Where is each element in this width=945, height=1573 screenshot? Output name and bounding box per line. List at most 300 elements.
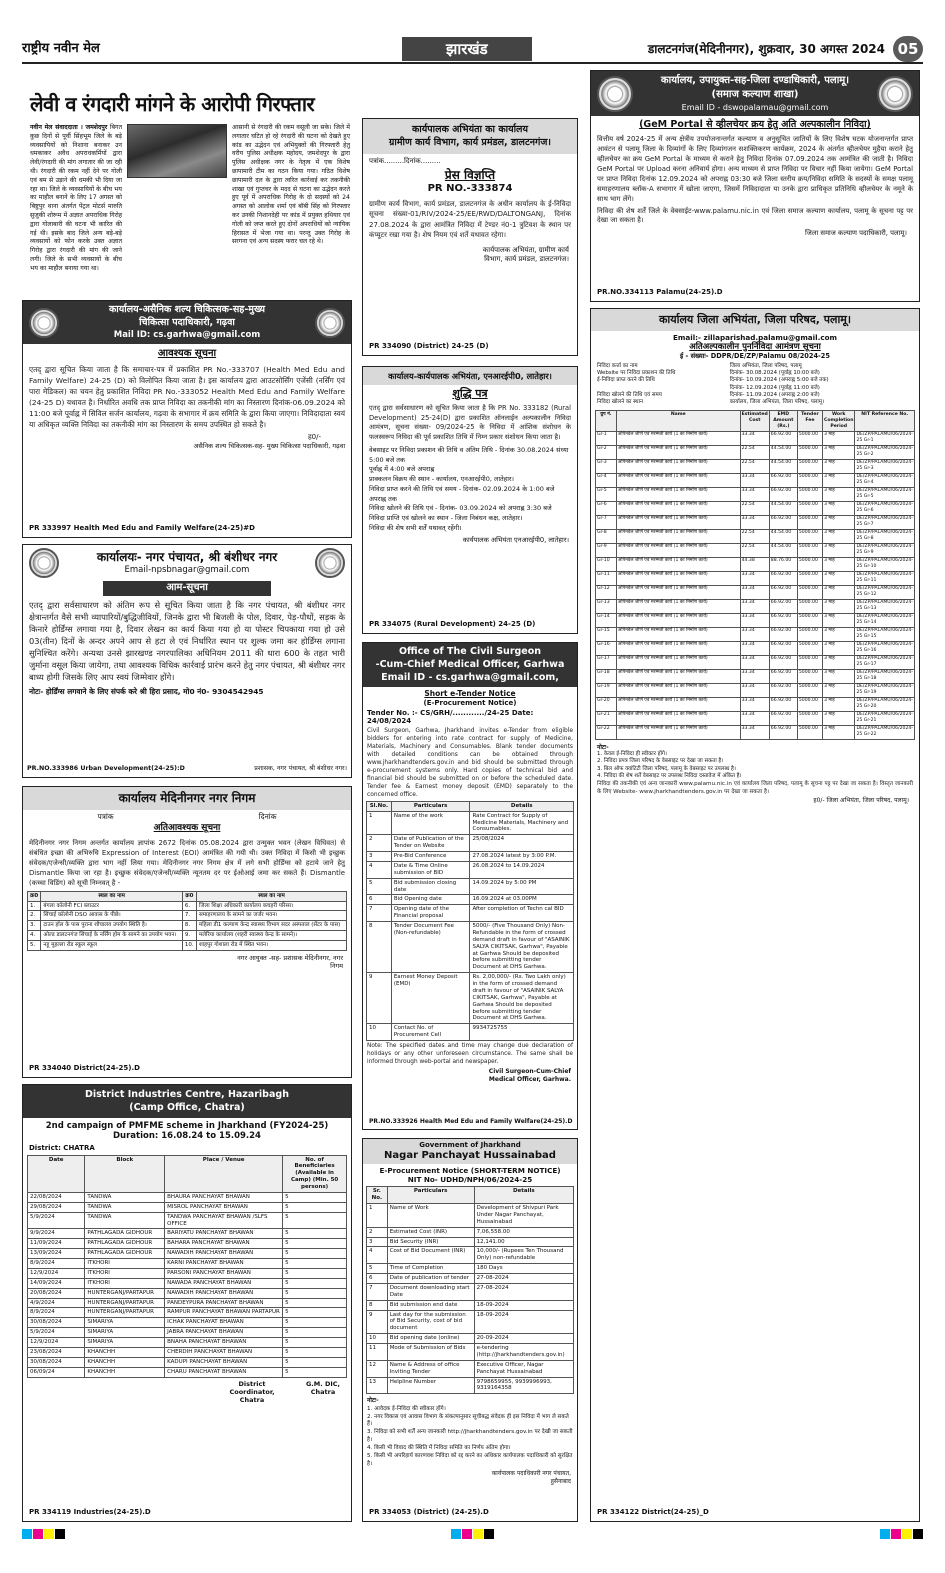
- table-cell: Name of the work: [391, 811, 470, 835]
- dc-pr: PR.NO.334113 Palamu(24-25).D: [597, 288, 723, 297]
- table-cell: CHARU PANCHAYAT BHAWAN: [165, 1367, 283, 1377]
- table-cell: Tender Document Fee (Non-refundable): [391, 922, 470, 973]
- work-cell: ओपेनवेल जीर्ण एवं मरम्मती कार्य (1 का निर्माण कार्य): [616, 655, 740, 669]
- hus-table: [366, 1186, 574, 1394]
- table-cell: After completion of Techn cal BID: [470, 905, 574, 922]
- table-header: Date: [28, 1155, 85, 1192]
- list-item: 2. निविदा प्रपत्र जिला परिषद के वेबसाइट पर देखा जा सकता है।: [597, 758, 724, 765]
- latehar-sign: कार्यपालक अभियंता एनआरईपी0, लातेहार।: [462, 535, 569, 544]
- emd-cell: 66.92.00: [769, 585, 797, 599]
- period-cell: 3 माह: [822, 459, 854, 473]
- emblem-icon: [315, 548, 345, 578]
- table-cell: KHANCHH: [85, 1347, 165, 1357]
- rwd-pr-no: PR NO.-333874: [427, 183, 513, 195]
- table-cell: सिंचाई कॉलोनी DSO आवास के पीछे।: [41, 911, 183, 921]
- fee-cell: 5000.00: [797, 599, 822, 613]
- rwd-notice: [362, 118, 578, 356]
- list-item: 1. आवेदक ई-निविदा की स्वीकार होंगे।: [367, 1405, 446, 1412]
- table-cell: 5/9/2024: [28, 1328, 85, 1338]
- table-cell: TANDWA: [85, 1202, 165, 1212]
- table-cell: Time of Completion: [387, 1264, 474, 1274]
- bansidhar-note: नोटः- होर्डिंग्स लगवाने के लिए संपर्क करे श्री हिरा प्रसाद, मो0 नं0- 9304542945: [29, 686, 264, 696]
- zp-notes-title: नोटः-: [597, 743, 609, 751]
- cost-cell: 22.54: [740, 543, 769, 557]
- work-cell: ओपेनवेल जीर्ण एवं मरम्मती कार्य (1 का निर्माण कार्य): [616, 669, 740, 683]
- bansidhar-email: Email-npsbnagar@gmail.com: [124, 565, 250, 576]
- garhwa-sign-title: असैनिक शल्य चिकित्सक-सह- मुख्य चिकित्सा पदाधिकारी, गढ़वा: [193, 442, 345, 450]
- table-cell: 27-08-2024: [474, 1274, 573, 1284]
- list-item: 4. निविदा की शेष शर्तें वेबसाइट पर उपलब्ध निविदा दस्तावेज में अंकित है।: [597, 772, 742, 779]
- rwd-body: ग्रामीण कार्य विभाग, कार्य प्रमंडल, डालटनगंज के अधीन कार्यालय के ई-निविदा सूचना संख्या-01/RIV/2024-25/EE/RWD/DALTONGANJ, दिनांक 27.08.2024 के द्वारा आमंत्रित निविदा में टेण्डर नं0-1 त्रुटिवश के स्थान पर कंप्यूटर रखा गया है। शेष नियम एवं शर्ते यथावत रहेगा।: [369, 199, 571, 240]
- info-label: ई-निविदा प्राप्त करने की तिथि: [597, 377, 655, 384]
- table-cell: 7: [367, 905, 392, 922]
- zp-notice-no: ई - संख्याः- DDPR/DE/ZP/Palamu 08/2024-25: [680, 352, 830, 361]
- industries-subtitle: 2nd campaign of PMFME scheme in Jharkhand (FY2024-25): [45, 1120, 329, 1131]
- info-row: [597, 363, 913, 370]
- table-header: Block: [85, 1155, 165, 1192]
- emd-cell: 66.92.00: [769, 683, 797, 697]
- emd-cell: 66.92.00: [769, 515, 797, 529]
- cs-pr: PR.NO.333926 Health Med Edu and Family Welfare(24-25).D: [369, 1117, 573, 1125]
- table-cell: PATHLAGADA GIDHOUR: [85, 1229, 165, 1239]
- emblem-icon: [29, 548, 59, 578]
- group-cell: Gr-5: [596, 487, 617, 501]
- table-cell: RAMPUR PANCHAYAT BHAWAN PARTAPUR: [165, 1308, 283, 1318]
- group-cell: Gr-7: [596, 515, 617, 529]
- garhwa-pr: PR 333997 Health Med Edu and Family Welfare(24-25)#D: [29, 524, 255, 533]
- emd-cell: 44.54.00: [769, 501, 797, 515]
- ref-cell: DE/ZP/PALAMU/06/2024-25 Gr-21: [855, 711, 915, 725]
- cost-cell: 33.34: [740, 585, 769, 599]
- table-cell: 11: [367, 1344, 388, 1361]
- table-cell: 12/9/2024: [28, 1338, 85, 1348]
- table-cell: 4/9/2024: [28, 1298, 85, 1308]
- table-cell: 4.: [28, 931, 41, 941]
- rwd-sign: कार्यपालक अभियंता, ग्रामीण कार्य विभाग, कार्य प्रमंडल, डालटनगंज।: [482, 245, 569, 263]
- table-cell: ITKHORI: [85, 1268, 165, 1278]
- table-cell: 25/08/2024: [470, 835, 574, 852]
- table-cell: 20-09-2024: [474, 1334, 573, 1344]
- table-row: [596, 669, 915, 683]
- list-item: 3. निविदा को सभी शर्तें अन्य जानकारी http://jharkhandtenders.gov.in पर देखी जा सकती है।: [367, 1429, 573, 1444]
- dc-heading: (GeM Portal से व्हीलचेयर क्रय हेतु अति अल्पकालीन निविदा): [639, 119, 871, 131]
- fee-cell: 5000.00: [797, 431, 822, 445]
- cost-cell: 33.34: [740, 473, 769, 487]
- fee-cell: 5000.00: [797, 529, 822, 543]
- paper-name: राष्ट्रीय नवीन मेल: [22, 40, 100, 56]
- period-cell: 3 माह: [822, 697, 854, 711]
- bansidhar-pr: PR.NO.333986 Urban Development(24-25):D: [27, 765, 185, 773]
- period-cell: 3 माह: [822, 641, 854, 655]
- cost-cell: 33.34: [740, 669, 769, 683]
- table-cell: 5: [367, 878, 392, 895]
- table-cell: 6: [367, 1274, 388, 1284]
- table-cell: Pre-Bid Conference: [391, 852, 470, 862]
- period-cell: 3 माह: [822, 711, 854, 725]
- ref-cell: DE/ZP/PALAMU/06/2024-25 Gr-22: [855, 725, 915, 739]
- bansidhar-sign: प्रशासक, नगर पंचायत, श्री बंशीधर नगर।: [254, 765, 347, 773]
- ref-cell: DE/ZP/PALAMU/06/2024-25 Gr-16: [855, 641, 915, 655]
- ref-cell: DE/ZP/PALAMU/06/2024-25 Gr-5: [855, 487, 915, 501]
- group-cell: Gr-17: [596, 655, 617, 669]
- period-cell: 3 माह: [822, 501, 854, 515]
- table-cell: KARNI PANCHAYAT BHAWAN: [165, 1259, 283, 1269]
- work-cell: ओपेनवेल जीर्ण एवं मरम्मती कार्य (1 का निर्माण कार्य): [616, 613, 740, 627]
- table-cell: NAWADIH PANCHAYAT BHAWAN: [165, 1249, 283, 1259]
- table-cell: शाहपुर गोशाला रोड में स्थित भवन।: [197, 941, 347, 951]
- table-row: [596, 599, 915, 613]
- table-cell: Estimated Cost (INR): [387, 1227, 474, 1237]
- table-cell: Executive Officer, Nagar Panchayat Hussainabad: [474, 1360, 573, 1377]
- table-cell: 1.: [28, 901, 41, 911]
- table-cell: Rate Contract for Supply of Medicine Materials, Machinery and Consumables.: [470, 811, 574, 835]
- cost-cell: 33.34: [740, 725, 769, 739]
- medininagar-table: [27, 891, 347, 951]
- period-cell: 3 माह: [822, 655, 854, 669]
- table-header: क्र0: [182, 891, 196, 901]
- dateline: डालटनगंज(मेदिनीनगर), शुक्रवार, 30 अगस्त 2024: [647, 41, 885, 56]
- cost-cell: 33.34: [740, 599, 769, 613]
- ref-cell: DE/ZP/PALAMU/06/2024-25 Gr-15: [855, 627, 915, 641]
- medininagar-notice: [22, 786, 352, 1078]
- table-header: Details: [474, 1187, 573, 1204]
- table-cell: PATHLAGADA GIDHOUR: [85, 1239, 165, 1249]
- table-cell: 9798659955, 9939996993, 9319164358: [474, 1377, 573, 1394]
- table-row: [28, 1318, 347, 1328]
- table-cell: 8.: [182, 921, 196, 931]
- table-cell: 29/08/2024: [28, 1202, 85, 1212]
- latehar-notice: [362, 366, 578, 634]
- group-cell: Gr-1: [596, 431, 617, 445]
- emd-cell: 66.92.00: [769, 431, 797, 445]
- emd-cell: 66.92.00: [769, 697, 797, 711]
- table-header: Particulars: [391, 801, 470, 811]
- emd-cell: 44.54.00: [769, 445, 797, 459]
- garhwa-title-1: कार्यालय-असैनिक शल्य चिकित्सक-सह-मुख्य: [108, 304, 266, 315]
- medininagar-pr: PR 334040 District(24-25).D: [29, 1064, 140, 1073]
- table-cell: 23/08/2024: [28, 1347, 85, 1357]
- fee-cell: 5000.00: [797, 683, 822, 697]
- masthead: [22, 36, 923, 64]
- list-item: 1. केवल ई-निविदा ही स्वीकार होंगे।: [597, 751, 667, 758]
- emd-cell: 44.54.00: [769, 543, 797, 557]
- work-cell: ओपेनवेल जीर्ण एवं मरम्मती कार्य (1 का निर्माण कार्य): [616, 683, 740, 697]
- work-cell: ओपेनवेल जीर्ण एवं मरम्मती कार्य (1 का निर्माण कार्य): [616, 627, 740, 641]
- period-cell: 3 माह: [822, 725, 854, 739]
- ref-cell: DE/ZP/PALAMU/06/2024-25 Gr-8: [855, 529, 915, 543]
- fee-cell: 5000.00: [797, 557, 822, 571]
- print-registration-bar: [22, 1529, 923, 1539]
- table-cell: SIMARIYA: [85, 1318, 165, 1328]
- period-cell: 3 माह: [822, 515, 854, 529]
- rwd-pr: PR 334090 (District) 24-25 (D): [369, 342, 489, 351]
- cs-intro: Civil Surgeon, Garhwa, Jharkhand invites e-Tender from eligible bidders for entering into rate contract for supply of Medicine, Materials, Machinery and Consumables. Blank tender documents with detailed conditions can be obtained through www.jharkhandtenders.gov.in and bid should be submitted through e-procurement systems only. Hard copies of technical bid and financial bid should be submitted on or before the scheduled date. Tender fee & Earnest money deposit (EMD) separately to the concerned office.: [367, 728, 573, 798]
- table-row: [28, 1308, 347, 1318]
- cost-cell: 44.38: [740, 557, 769, 571]
- table-row: [367, 861, 574, 878]
- ref-cell: DE/ZP/PALAMU/06/2024-25 Gr-3: [855, 459, 915, 473]
- table-cell: 3: [367, 1237, 388, 1247]
- cost-cell: 22.54: [740, 529, 769, 543]
- medininagar-dinank: दिनांक: [258, 812, 277, 821]
- table-cell: HUNTERGANJ/PARTAPUR: [85, 1298, 165, 1308]
- table-row: [28, 1268, 347, 1278]
- table-row: [367, 922, 574, 973]
- medininagar-title: कार्यालय मेदिनीनगर नगर निगम: [23, 787, 351, 810]
- table-cell: 5: [283, 1268, 347, 1278]
- info-label: Website पर निविदा प्रकाशन की तिथि: [597, 369, 676, 376]
- table-row: [28, 911, 347, 921]
- info-label: [597, 385, 730, 392]
- cost-cell: 33.34: [740, 683, 769, 697]
- table-cell: KADUPI PANCHAYAT BHAWAN: [165, 1357, 283, 1367]
- ref-cell: DE/ZP/PALAMU/06/2024-25 Gr-20: [855, 697, 915, 711]
- fee-cell: 5000.00: [797, 725, 822, 739]
- period-cell: 3 माह: [822, 669, 854, 683]
- table-cell: 5000/- (Five Thousand Only) Non-Refundable in the form of crossed demand draft in favour of "ASAINIK SALYA CIKITSAK, Garhwa", Payable at Garhwa Should be deposited before submitting tender Document at DHS Garhwa.: [470, 922, 574, 973]
- table-row: [28, 1192, 347, 1202]
- table-cell: 30/08/2024: [28, 1318, 85, 1328]
- table-cell: 7,06,558.00: [474, 1227, 573, 1237]
- period-cell: 3 माह: [822, 529, 854, 543]
- fee-cell: 5000.00: [797, 711, 822, 725]
- bansidhar-notice: [22, 544, 352, 778]
- latehar-pr: PR 334075 (Rural Development) 24-25 (D): [369, 620, 536, 629]
- table-row: [28, 1338, 347, 1348]
- group-cell: Gr-21: [596, 711, 617, 725]
- table-cell: 180 Days: [474, 1264, 573, 1274]
- industries-pr: PR 334119 Industries(24-25).D: [29, 1508, 151, 1517]
- list-item: निविदा प्राप्ति एवं खोलने का स्थान - जिला निबंधन कक्ष, लातेहार।: [369, 514, 523, 523]
- table-cell: 16.09.2024 at 03.00PM: [470, 895, 574, 905]
- table-cell: 2: [367, 1227, 388, 1237]
- table-cell: 3: [367, 852, 392, 862]
- table-cell: Bid submission closing date: [391, 878, 470, 895]
- table-row: [28, 1259, 347, 1269]
- table-row: [596, 515, 915, 529]
- table-cell: 18-09-2024: [474, 1300, 573, 1310]
- rwd-title-1: कार्यपालक अभियंता का कार्यालय: [412, 124, 528, 135]
- table-cell: 10: [367, 1024, 392, 1041]
- ref-cell: DE/ZP/PALAMU/06/2024-25 Gr-17: [855, 655, 915, 669]
- ref-cell: DE/ZP/PALAMU/06/2024-25 Gr-10: [855, 557, 915, 571]
- table-cell: Bid opening date (online): [387, 1334, 474, 1344]
- period-cell: 3 माह: [822, 431, 854, 445]
- list-item: वेबसाइट पर निविदा प्रकाशन की तिथि व अंतिम तिथि - दिनांक 30.08.2024 संध्या 5:00 बजे तक: [369, 445, 569, 464]
- table-cell: TANDWA: [85, 1192, 165, 1202]
- table-cell: Date of Publication of the Tender on Website: [391, 835, 470, 852]
- table-cell: 14.09.2024 by 5:00 PM: [470, 878, 574, 895]
- table-cell: Date & Time Online submission of BID: [391, 861, 470, 878]
- table-row: [367, 1334, 574, 1344]
- table-row: [28, 941, 347, 951]
- work-cell: ओपेनवेल जीर्ण एवं मरम्मती कार्य (1 का निर्माण कार्य): [616, 543, 740, 557]
- table-row: [28, 1249, 347, 1259]
- cost-cell: 33.34: [740, 655, 769, 669]
- table-header: Work Completion Period: [822, 411, 854, 431]
- table-cell: 8/9/2024: [28, 1259, 85, 1269]
- period-cell: 3 माह: [822, 599, 854, 613]
- table-header: Details: [470, 801, 574, 811]
- table-row: [367, 1344, 574, 1361]
- table-cell: 12/9/2024: [28, 1268, 85, 1278]
- fee-cell: 5000.00: [797, 473, 822, 487]
- table-cell: 8/9/2024: [28, 1308, 85, 1318]
- table-row: [596, 445, 915, 459]
- table-cell: 26.08.2024 to 14.09.2024: [470, 861, 574, 878]
- group-cell: Gr-3: [596, 459, 617, 473]
- garhwa-title-2: चिकित्सा पदाधिकारी, गढ़वा: [139, 316, 235, 328]
- period-cell: 3 माह: [822, 543, 854, 557]
- info-value: कार्यालय, जिला अभियंता, जिला परिषद, पलामू।: [729, 399, 825, 406]
- group-cell: Gr-19: [596, 683, 617, 697]
- section-title: झारखंड: [402, 37, 532, 62]
- dc-body: वित्तीय वर्ष 2024-25 में अन्य क्षेत्रीय उपयोजनान्तर्गत कल्याण व अनुसूचित जातियों के लिए विशेष घटक योजनान्तर्गत प्राप्त आवंटन से पलामू जिला के दिव्यांगों के लिए दिव्यांगजन सशक्तिकरण कार्यक्रम, 2024 के अंतर्गत व्हीलचेयर मुहैया कराने हेतु व्हीलचेयर का क्रय GeM Portal के माध्यम से कराने हेतु निविदा दिनांक 07.09.2024 तक आमंत्रित की जाती है। निविदा GeM Portal पर Upload करना अनिवार्य होगा। अन्य माध्यम से प्राप्त निविदा पर विचार नहीं किया जायेगा। GeM Portal पर प्राप्त निविदा दिनांक 12.09.2024 को अपराह्न 03:30 बजे जिला स्तरीय क्रय/निविदा समिति के सदस्यों के समक्ष पलामू समाहरणालय ब्लॉक-A सभागार में खोला जाएगा, जिसमें निविदादाता या उनके द्वारा प्राधिकृत प्रतिनिधि व्हीलचेयर के नमूने के साथ भाग लेंगे।: [597, 135, 913, 204]
- cost-cell: 33.34: [740, 515, 769, 529]
- period-cell: 3 माह: [822, 445, 854, 459]
- table-cell: Rs. 2,00,000/- (Rs. Two Lakh only) in the form of crossed demand draft in favour of "ASAINIK SALYA CIKITSAK, Garhwa", Payable at Garhwa Should be deposited before submitting tender Document at DHS Garhwa.: [470, 973, 574, 1024]
- table-row: [367, 852, 574, 862]
- table-row: [367, 1237, 574, 1247]
- cs-heading: Short e-Tender Notice: [424, 689, 516, 699]
- table-cell: 27.08.2024 latest by 3:00 P.M.: [470, 852, 574, 862]
- fee-cell: 5000.00: [797, 459, 822, 473]
- table-cell: 5: [283, 1357, 347, 1367]
- group-cell: Gr-8: [596, 529, 617, 543]
- info-value: दिनांक- 12.09.2024 (पूर्वाह्न 11:00 बजे): [729, 384, 820, 391]
- group-cell: Gr-12: [596, 585, 617, 599]
- list-item: निविदा प्राप्त करने की तिथि एवं समय - दिनांक- 02.09.2024 के 1:00 बजे अपराह्न तक: [369, 484, 555, 503]
- table-cell: 5: [283, 1328, 347, 1338]
- table-header: Tender Fee: [797, 411, 822, 431]
- cost-cell: 33.34: [740, 627, 769, 641]
- group-cell: Gr-16: [596, 641, 617, 655]
- table-cell: 22/08/2024: [28, 1192, 85, 1202]
- table-cell: 5: [283, 1239, 347, 1249]
- table-cell: 12: [367, 1360, 388, 1377]
- ref-cell: DE/ZP/PALAMU/06/2024-25 Gr-19: [855, 683, 915, 697]
- group-cell: Gr-14: [596, 613, 617, 627]
- cost-cell: 33.34: [740, 641, 769, 655]
- table-cell: 2.: [28, 911, 41, 921]
- dc-sign: जिला समाज कल्याण पदाधिकारी, पलामू।: [805, 228, 907, 237]
- cs-subheading: (E-Procurement Notice): [423, 698, 517, 707]
- work-cell: ओपेनवेल जीर्ण एवं मरम्मती कार्य (1 का निर्माण कार्य): [616, 571, 740, 585]
- ref-cell: DE/ZP/PALAMU/06/2024-25 Gr-9: [855, 543, 915, 557]
- hus-sign: कार्यपालक पदाधिकारी नगर पंचायत, हुसैनाबाद: [491, 1470, 571, 1485]
- table-row: [28, 1278, 347, 1288]
- list-item: निविदा खोलने की तिथि एवं - दिनांक- 03.09.2024 को अपराह्न 3:30 बजे: [369, 504, 552, 513]
- fee-cell: 5000.00: [797, 613, 822, 627]
- table-row: [28, 1298, 347, 1308]
- cost-cell: 33.34: [740, 711, 769, 725]
- rwd-heading: प्रेस विज्ञप्ति: [444, 168, 496, 183]
- table-row: [596, 459, 915, 473]
- table-cell: Earnest Money Deposit (EMD): [391, 973, 470, 1024]
- cs-email: Email ID - cs.garhwa@gmail.com,: [381, 671, 559, 683]
- latehar-heading: शुद्धि पत्र: [452, 387, 488, 401]
- cost-cell: 22.54: [740, 459, 769, 473]
- emd-cell: 66.92.00: [769, 487, 797, 501]
- table-cell: BAHARA PANCHAYAT BHAWAN: [165, 1239, 283, 1249]
- table-cell: KHANCHH: [85, 1367, 165, 1377]
- work-cell: ओपेनवेल जीर्ण एवं मरम्मती कार्य (1 का निर्माण कार्य): [616, 445, 740, 459]
- table-row: [367, 835, 574, 852]
- news-body-1: बिगत कुछ दिनों से पूर्वी सिंहभूम जिले के बड़े व्यवसायियों को निशाना बनाकर उन धमकाकर अवैध अपराधकर्मियों द्वारा लेवी/रंगदारी की मांग लगातार की जा रही थी। रंगदारी की रकम नहीं देने पर गोली एवं बम से उड़ाने की धमकी भी दिया जा रहा था। जिले के व्यवसायियों के बीच भय का माहौल बनाने के लिए 17 अगस्त को बिष्टुपुर थाना अंतर्गत पेंट्रल मोटर्स मारुति सुजुकी शोरूम में अज्ञात अपराधिक गिरोह द्वारा गोलाबारी की घटना भी कारित की गई थी। इसके बाद जिले अन्य बड़े-बड़े व्यवसायों को फोन करके उक्त अज्ञात गिरोह द्वारा रंगदारी की मांग की जाने लगी। जिले के सभी व्यवसायों के बीच भय का माहौल बनाया गया था।: [30, 124, 122, 272]
- table-cell: 8: [367, 922, 392, 973]
- zp-pr: PR 334122 District(24-25)_D: [597, 1508, 709, 1517]
- work-cell: ओपेनवेल जीर्ण एवं मरम्मती कार्य (1 का निर्माण कार्य): [616, 473, 740, 487]
- emd-cell: 66.92.00: [769, 711, 797, 725]
- group-cell: Gr-2: [596, 445, 617, 459]
- table-cell: Date of publication of tender: [387, 1274, 474, 1284]
- industries-title-1: District Industries Centre, Hazaribagh: [85, 1089, 289, 1100]
- ref-cell: DE/ZP/PALAMU/06/2024-25 Gr-2: [855, 445, 915, 459]
- group-cell: Gr-22: [596, 725, 617, 739]
- table-cell: ITKHORI: [85, 1259, 165, 1269]
- emblem-icon: [29, 308, 59, 338]
- table-cell: 10.: [182, 941, 196, 951]
- medininagar-body: मेदिनीनगर नगर निगम अन्तर्गत कार्यालय ज्ञापांक 2672 दिनांक 05.08.2024 द्वारा उन्मुक्त भवन (लेखन विधिवत) से संबंधित इच्छा की अभिरुचि Expression of Interest (EOI) आमंत्रित की गयी थी। उक्त निविदा में किसी भी इच्छुक संवेदक/एजेन्सी/व्यक्ति द्वारा भाग नहीं लिया गया। मेदिनीनगर नगर निगम क्षेत्र में लगे सभी होर्डिंग्स को हटाये जाने हेतु Dismantle किया जा रहा है। इच्छुक संवेदक/एजेन्सी/व्यक्ति न्यूनतम दर पर ईओआई जमा कर सकते हैं। Dismantle (कच्चा विडिंग) को सूची निम्नवत् है -: [29, 838, 345, 887]
- info-row: [597, 392, 913, 399]
- group-cell: Gr-13: [596, 599, 617, 613]
- ref-cell: DE/ZP/PALAMU/06/2024-25 Gr-12: [855, 585, 915, 599]
- table-cell: 20/08/2024: [28, 1288, 85, 1298]
- table-cell: 3.: [28, 921, 41, 931]
- table-cell: HUNTERGANJ/PARTAPUR: [85, 1308, 165, 1318]
- emblem-icon: [877, 76, 913, 112]
- ref-cell: DE/ZP/PALAMU/06/2024-25 Gr-6: [855, 501, 915, 515]
- medininagar-patrank: पत्रांक: [97, 812, 114, 821]
- period-cell: 3 माह: [822, 473, 854, 487]
- hus-title-3: E-Procurement Notice (SHORT-TERM NOTICE): [379, 1166, 561, 1176]
- table-cell: Bid submission end date: [387, 1300, 474, 1310]
- table-cell: Mode of Submission of Bids: [387, 1344, 474, 1361]
- emd-cell: 66.92.00: [769, 641, 797, 655]
- table-cell: 6.: [182, 901, 196, 911]
- cs-tender-line: Tender No. :- CS/GRH/............/24-25 Date: 24/08/2024: [367, 708, 534, 726]
- work-cell: ओपेनवेल जीर्ण एवं मरम्मती कार्य (1 का निर्माण कार्य): [616, 529, 740, 543]
- news-headline: लेवी व रंगदारी मांगने के आरोपी गिरफ्तार: [30, 92, 315, 116]
- period-cell: 3 माह: [822, 627, 854, 641]
- table-row: [596, 613, 915, 627]
- table-header: NIT Reference No.: [855, 411, 915, 431]
- industries-duration: Duration: 16.08.24 to 15.09.24: [113, 1131, 261, 1142]
- list-item: 2. नगर विकास एवं आवास विभाग के संकल्पानुसार सूचीबद्ध संवेदक ही इस निविदा में भाग ले सकते हैं।: [367, 1413, 569, 1428]
- table-row: [596, 487, 915, 501]
- table-cell: 5: [283, 1202, 347, 1212]
- table-cell: ICHAK PANCHAYAT BHAWAN: [165, 1318, 283, 1328]
- cs-sign: Civil Surgeon-Cum-Chief Medical Officer, Garhwa.: [488, 1068, 571, 1083]
- table-row: [596, 627, 915, 641]
- table-row: [367, 1377, 574, 1394]
- info-row: [597, 377, 913, 384]
- zp-title: कार्यालय जिला अभियंता, जिला परिषद, पलामू।: [591, 309, 919, 331]
- industries-table: [27, 1155, 347, 1378]
- dc-title-1: कार्यालय, उपायुक्त-सह-जिला दण्डाधिकारी, पलामू।: [660, 75, 850, 86]
- period-cell: 3 माह: [822, 571, 854, 585]
- table-cell: TANDWA: [85, 1212, 165, 1229]
- rwd-patrank: पत्रांक.........दिनांक.........: [369, 156, 441, 165]
- table-row: [28, 1357, 347, 1367]
- table-row: [367, 1204, 574, 1228]
- table-row: [596, 725, 915, 739]
- industries-sign-1: District Coordinator, Chatra: [229, 1379, 275, 1404]
- table-cell: MISROL PANCHAYAT BHAWAN: [165, 1202, 283, 1212]
- table-row: [28, 1347, 347, 1357]
- table-cell: Contact No. of Procurement Cell: [391, 1024, 470, 1041]
- table-cell: 13: [367, 1377, 388, 1394]
